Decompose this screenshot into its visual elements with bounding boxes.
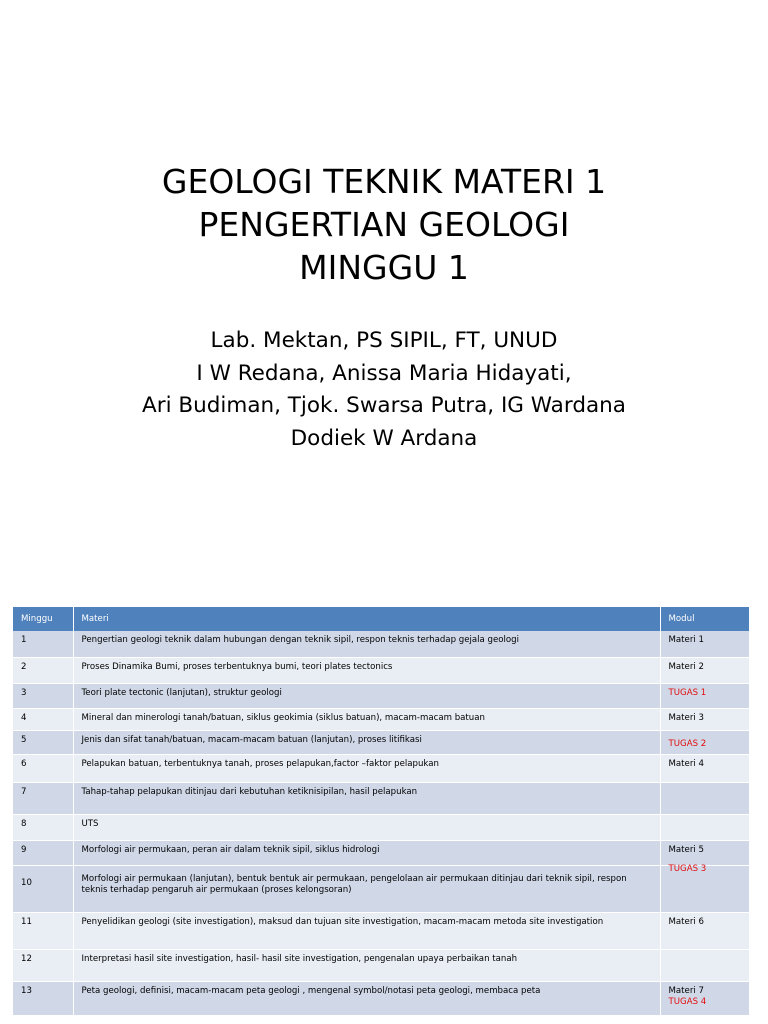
cell-week: 12 (13, 949, 73, 981)
cell-materi: Mineral dan minerologi tanah/batuan, siklus geokimia (siklus batuan), macam-macam batuan (73, 708, 660, 730)
tugas-label: TUGAS 4 (668, 996, 707, 1007)
tugas-label: TUGAS 1 (668, 687, 707, 698)
cell-modul: Materi 1 (660, 631, 749, 657)
cell-materi: Morfologi air permukaan, peran air dalam teknik sipil, siklus hidrologi (73, 840, 660, 865)
title-line-1: GEOLOGI TEKNIK MATERI 1 (161, 162, 607, 201)
cell-modul: Materi 3 (660, 708, 749, 730)
cell-modul: Materi 2 (660, 657, 749, 683)
cell-modul (660, 949, 749, 981)
cell-materi: Interpretasi hasil site investigation, hasil- hasil site investigation, pengenalan upaya perbaikan tanah (73, 949, 660, 981)
tugas-label: TUGAS 2 (668, 738, 707, 749)
cell-materi: Proses Dinamika Bumi, proses terbentuknya bumi, teori plates tectonics (73, 657, 660, 683)
cell-week: 4 (13, 708, 73, 730)
cell-week: 7 (13, 782, 73, 814)
cell-week: 5 (13, 730, 73, 754)
subtitle-line-2: I W Redana, Anissa Maria Hidayati, (196, 360, 572, 386)
cell-week: 13 (13, 981, 73, 1015)
cell-materi: Tahap-tahap pelapukan ditinjau dari kebutuhan ketiknisipilan, hasil pelapukan (73, 782, 660, 814)
subtitle-line-1: Lab. Mektan, PS SIPIL, FT, UNUD (210, 328, 558, 353)
subtitle-line-3: Ari Budiman, Tjok. Swarsa Putra, IG Wardana (142, 393, 626, 418)
slide-title (0, 160, 768, 289)
cell-modul: Materi 5 (660, 840, 749, 865)
cell-modul (660, 782, 749, 814)
cell-materi: Morfologi air permukaan (lanjutan), bentuk bentuk air permukaan, pengelolaan air permukaan ditinjau dari teknik sipil, respon teknis terhadap pengaruh air permukaan (proses kelongsoran) (73, 865, 660, 912)
cell-modul (660, 981, 749, 1015)
table-row (13, 730, 749, 754)
table-row (13, 708, 749, 730)
table-row (13, 782, 749, 814)
table-row (13, 949, 749, 981)
cell-modul: Materi 4 (660, 754, 749, 782)
cell-week: 1 (13, 631, 73, 657)
cell-week: 2 (13, 657, 73, 683)
header-materi: Materi (73, 607, 660, 631)
cell-modul (660, 683, 749, 708)
cell-week: 9 (13, 840, 73, 865)
cell-week: 11 (13, 912, 73, 949)
table-row (13, 683, 749, 708)
table-row (13, 814, 749, 840)
slide-subtitle (0, 325, 768, 455)
cell-materi: UTS (73, 814, 660, 840)
cell-week: 8 (13, 814, 73, 840)
cell-modul (660, 730, 749, 754)
subtitle-line-4: Dodiek W Ardana (290, 425, 478, 451)
table-row (13, 631, 749, 657)
materi-label: Materi 7 (668, 985, 704, 996)
cell-week: 10 (13, 865, 73, 912)
table-row (13, 840, 749, 865)
tugas-label: TUGAS 3 (668, 863, 707, 874)
cell-materi: Pelapukan batuan, terbentuknya tanah, proses pelapukan,factor –faktor pelapukan (73, 754, 660, 782)
title-line-3: MINGGU 1 (299, 248, 469, 287)
cell-week: 6 (13, 754, 73, 782)
header-modul: Modul (660, 607, 749, 631)
cell-modul (660, 865, 749, 912)
table-row (13, 912, 749, 949)
table-row (13, 981, 749, 1015)
table-row (13, 865, 749, 912)
cell-materi: Teori plate tectonic (lanjutan), struktur geologi (73, 683, 660, 708)
cell-materi: Peta geologi, definisi, macam-macam peta geologi , mengenal symbol/notasi peta geologi, membaca peta (73, 981, 660, 1015)
cell-week: 3 (13, 683, 73, 708)
table-row (13, 754, 749, 782)
cell-materi: Penyelidikan geologi (site investigation), maksud dan tujuan site investigation, macam-macam metoda site investigation (73, 912, 660, 949)
cell-materi: Jenis dan sifat tanah/batuan, macam-macam batuan (lanjutan), proses litifikasi (73, 730, 660, 754)
table-header-row (13, 607, 749, 631)
cell-modul (660, 814, 749, 840)
table-row (13, 657, 749, 683)
cell-modul: Materi 6 (660, 912, 749, 949)
title-line-2: PENGERTIAN GEOLOGI (198, 205, 570, 244)
schedule-table (13, 607, 749, 1016)
header-week: Minggu (13, 607, 73, 631)
cell-materi: Pengertian geologi teknik dalam hubungan dengan teknik sipil, respon teknis terhadap gejala geologi (73, 631, 660, 657)
